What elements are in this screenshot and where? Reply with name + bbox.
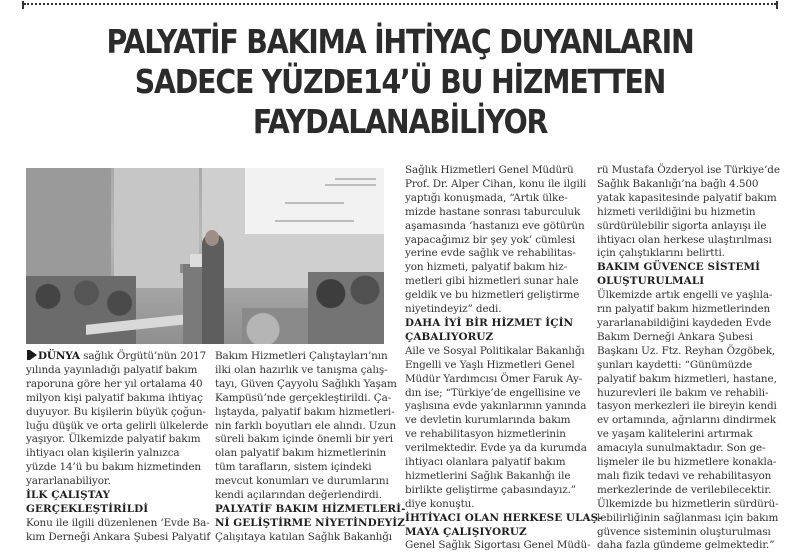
audience-front — [242, 308, 312, 344]
text-line: ve rehabilitasyon hizmetlerinin — [405, 428, 566, 441]
dotted-page-border — [24, 3, 776, 5]
text-line: tüm tarafların, sistem içindeki — [215, 461, 372, 474]
text-line: duyuyor. Bu kişilerin büyük çoğun- — [26, 405, 206, 418]
text-line: lıştayda, palyatif bakım hizmetleri- — [215, 405, 395, 418]
text-line: Müdür Yardımcısı Ömer Faruk Ay- — [405, 372, 583, 385]
subheading: PALYATİF BAKIM HİZMETLERİ- — [215, 502, 406, 515]
text-line: merkezlerinde de verilebilecektir. — [597, 483, 772, 496]
lead-paragraph-first-line — [26, 350, 208, 364]
text-line: Sağlık Hizmetleri Genel Müdürü — [405, 164, 574, 176]
subheading: GERÇEKLEŞTİRİLDİ — [26, 502, 149, 515]
text-line: Aile ve Sosyal Politikalar Bakanlığı — [405, 344, 585, 357]
text-line: yılında yayınladığı palyatif bakım — [26, 363, 198, 376]
text-line: yaşıyor. Ülkemizde palyatif bakım — [26, 433, 201, 446]
text-line: malı fizik tedavi ve rehabilitasyon — [597, 469, 772, 482]
text-line: yüzde 14’ü bu bakım hizmetinden — [26, 461, 202, 474]
text-line: ev ortamında, ağrılarını dindirmek — [597, 414, 777, 427]
text-line: birlikte geliştirme çabasındayız.” — [405, 483, 576, 496]
text-line: niyetindeyiz” dedi. — [405, 303, 502, 316]
text-line: süreli bakım içinde önemli bir yeri — [215, 433, 393, 446]
text-line: yaptığı konuşmada, “Artık ülke- — [405, 191, 568, 204]
text-line: tayı, Güven Çayyolu Sağlıklı Yaşam — [215, 377, 397, 390]
projection-screen — [245, 168, 384, 234]
text-line: lişmeler ile bu hizmetlere konakla- — [597, 456, 777, 469]
text-line: palyatif bakım hizmetleri, hastane, — [597, 372, 777, 385]
text-line: Ülkemizde artık engelli ve yaşlıla- — [597, 289, 773, 302]
lead-word: DÜNYA — [38, 350, 80, 362]
text-line: yerine evde sağlık ve rehabilitas- — [405, 247, 576, 260]
article-column-4 — [597, 164, 783, 553]
text-line: Engelli ve Yaşlı Hizmetleri Genel — [405, 358, 575, 371]
text-line: geldik ve bu hizmetleri geliştirme — [405, 289, 580, 302]
text-line: tasyon merkezleri ile bireyin kendi — [597, 400, 777, 413]
text-line: ve devletin kurumlarında bakım — [405, 414, 571, 427]
article-column-2 — [215, 350, 406, 545]
text-line: nin farklı boyutları ele alındı. Uzun — [215, 419, 396, 432]
text-line: ve yaşam kalitelerini artırmak — [597, 428, 753, 441]
text-line: için çalıştıklarını belirtti. — [597, 247, 725, 260]
subheading: DAHA İYİ BİR HİZMET İÇİN — [405, 316, 574, 329]
speaker-figure — [202, 234, 224, 344]
text-line: hizmeti verildiğini bu hizmetin — [597, 205, 756, 218]
text-line: metleri gibi hizmetleri sunar hale — [405, 275, 579, 288]
subheading: İLK ÇALIŞTAY — [26, 489, 111, 502]
headline-line: FAYDALANABİLİYOR — [252, 102, 548, 141]
text-line: rü Mustafa Özderyol ise Türkiye’de — [597, 164, 780, 176]
text-line: güvence sisteminin oluşturulması — [597, 525, 771, 538]
text-line: Konu ile ilgili düzenlenen ‘Evde Ba- — [26, 516, 210, 529]
text-line: yatak kapasitesinde palyatif bakım — [597, 191, 777, 204]
text-line: sağlık Örgütü’nün 2017 — [79, 350, 207, 362]
audience-left — [26, 276, 136, 344]
audience-right — [308, 272, 384, 344]
text-line: raporuna göre her yıl ortalama 40 — [26, 377, 203, 390]
text-line: diye konuştu. — [405, 497, 475, 510]
subheading: OLUŞTURULMALI — [597, 275, 705, 288]
text-line: luğu düşük ve orta gelirli ülkelerde — [26, 419, 209, 432]
subheading: Nİ GELİŞTİRME NİYETİNDEYİZ — [215, 516, 405, 529]
text-line: Bakım Hizmetleri Çalıştayları’nın — [215, 350, 388, 362]
text-line: ihtiyacı olan kişilerin yalnızca — [26, 447, 180, 460]
text-line: yararlanabildiğini kaydeden Evde — [597, 316, 772, 329]
text-line: mevcut konumları ve durumlarını — [215, 475, 389, 488]
photo-wall-panel — [26, 168, 111, 278]
text-line: kım Derneği Ankara Şubesi Palyatif — [26, 530, 211, 543]
text-line: Başkanı Uz. Ftz. Reyhan Özgöbek, — [597, 344, 776, 357]
text-line: sürdürülebilir sigorta anlayışı ile — [597, 219, 767, 232]
text-line: kendi açılarından değerlendirdi. — [215, 489, 382, 502]
text-line: Bakım Derneği Ankara Şubesi — [597, 330, 753, 343]
text-line: Genel Sağlık Sigortası Genel Müdü- — [405, 539, 591, 552]
text-line: yon hizmeti, palyatif bakım hiz- — [405, 261, 568, 274]
text-line: daha fazla gündeme gelmektedir.” — [597, 539, 775, 552]
headline-line: PALYATİF BAKIMA İHTİYAÇ DUYANLARIN — [106, 22, 694, 61]
article-headline — [56, 22, 744, 142]
text-line: yapacağımız bir şey yok’ cümlesi — [405, 233, 576, 246]
text-line: dın ise; “Türkiye’de engellisine ve — [405, 386, 581, 399]
article-column-1 — [26, 350, 211, 545]
text-line: huzurevleri ile bakım ve rehabili- — [597, 386, 769, 399]
article-column-3 — [405, 164, 604, 553]
text-line: hizmetlerini Sağlık Bakanlığı ile — [405, 469, 571, 482]
text-line: Ülkemizde bu hizmetlerin sürdürü- — [597, 497, 779, 510]
subheading: BAKIM GÜVENCE SİSTEMİ — [597, 261, 761, 274]
text-line: mizde hastane sonrası taburculuk — [405, 205, 581, 218]
text-line: yararlanabiliyor. — [26, 475, 111, 488]
headline-line: SADECE YÜZDE14’Ü BU HİZMETTEN — [134, 62, 666, 101]
text-line: amacıyla sunulmaktadır. Son ge- — [597, 442, 766, 455]
text-line: rın palyatif bakım hizmetlerinden — [597, 303, 771, 316]
subheading: MAYA ÇALIŞIYORUZ — [405, 525, 527, 538]
text-line: ihtiyacı olan herkese ulaştırılması — [597, 233, 772, 246]
text-line: Çalışıtaya katılan Sağlık Bakanlığı — [215, 530, 393, 543]
text-line: olan palyatif bakım hizmetlerinin — [215, 447, 387, 460]
text-line: Prof. Dr. Alper Cihan, konu ile ilgili — [405, 177, 587, 190]
section-marker-icon — [30, 350, 37, 360]
text-line: ihtiyacı olanlara palyatif bakım — [405, 456, 566, 469]
text-line: yaşlısına evde yakınlarının yanında — [405, 400, 587, 413]
text-line: ilki olan hazırlık ve tanışma çalış- — [215, 363, 388, 376]
text-line: lebilirliğinin sağlanması için bakım — [597, 511, 779, 524]
subheading: İHTİYACI OLAN HERKESE ULAŞ- — [405, 511, 604, 524]
text-line: milyon kişi palyatif bakıma ihtiyaç — [26, 391, 203, 404]
text-line: verilmektedir. Evde ya da kurumda — [405, 442, 587, 455]
subheading: ÇABALIYORUZ — [405, 330, 494, 343]
text-line: Kampüsü’nde gerçekleştirildi. Ça- — [215, 391, 392, 404]
text-line: aşamasında ‘hastanızı eve götürün — [405, 219, 585, 232]
text-line: Sağlık Bakanlığı’na bağlı 4.500 — [597, 177, 759, 190]
workshop-photo — [26, 168, 384, 344]
speaker-head — [205, 230, 219, 246]
text-line: şunları kaydetti: “Günümüzde — [597, 358, 753, 371]
